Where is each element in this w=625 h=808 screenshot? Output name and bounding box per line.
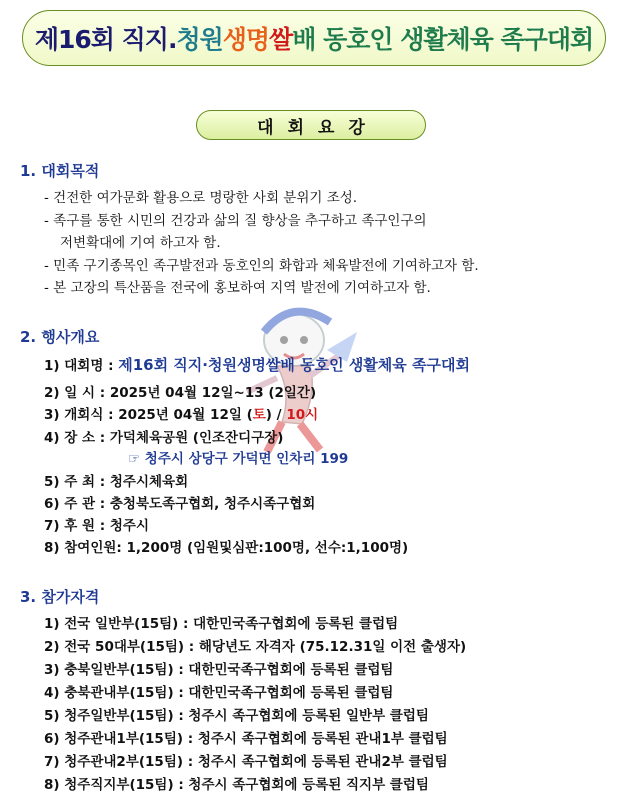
purpose-line-3: 저변확대에 기여 하고자 함.	[60, 235, 221, 251]
opening-time: 10시	[286, 407, 319, 423]
participants-row	[44, 536, 408, 556]
event-name-value: 제16회 직지·청원생명쌀배 동호인 생활체육 족구대회	[118, 356, 470, 374]
eligibility-item-3: 3) 충북일반부(15팀) : 대한민국족구협회에 등록된 클럽팀	[44, 662, 394, 678]
sponsor-label: 7) 후 원 :	[44, 518, 106, 534]
organizer-label: 6) 주 관 :	[44, 496, 106, 512]
title-part-3: 생명	[222, 25, 270, 54]
purpose-line-2: - 족구를 통한 시민의 건강과 삶의 질 향상을 추구하고 족구인구의	[44, 213, 427, 229]
eligibility-item-8: 8) 청주직지부(15팀) : 청주시 족구협회에 등록된 직지부 클럽팀	[44, 777, 429, 793]
event-date-label: 2) 일 시 :	[44, 385, 106, 401]
organizer-row	[44, 492, 315, 512]
opening-row	[44, 403, 318, 423]
host-label: 5) 주 최 :	[44, 474, 106, 490]
sponsor-value: 청주시	[109, 518, 149, 534]
purpose-line-4: - 민족 구기종목인 족구발전과 동호인의 화합과 체육발전에 기여하고자 함.	[44, 258, 479, 274]
title-part-5: 배 동호인 생활체육 족구대회	[292, 25, 594, 54]
title-part-2: 청원	[176, 25, 223, 54]
eligibility-item-4: 4) 충북관내부(15팀) : 대한민국족구협회에 등록된 클럽팀	[44, 685, 394, 701]
host-row	[44, 470, 188, 490]
eligibility-item-2: 2) 전국 50대부(15팀) : 해당년도 자격자 (75.12.31일 이전 출생자)	[44, 639, 467, 655]
event-date-value: 2025년 04월 12일~13 (2일간)	[109, 385, 317, 401]
organizer-value: 충청북도족구협회, 청주시족구협회	[109, 496, 316, 512]
opening-sep: ) /	[265, 407, 282, 423]
opening-day: 토	[252, 407, 266, 423]
eligibility-item-7: 7) 청주관내2부(15팀) : 청주시 족구협회에 등록된 관내2부 클럽팀	[44, 754, 448, 770]
section-3-heading: 3. 참가자격	[20, 588, 100, 606]
section-2-heading: 2. 행사개요	[20, 328, 100, 346]
host-value: 청주시체육회	[109, 474, 189, 490]
section-1-heading: 1. 대회목적	[20, 162, 100, 180]
title-banner	[22, 10, 606, 66]
purpose-line-1: - 건전한 여가문화 활용으로 명랑한 사회 분위기 조성.	[44, 190, 358, 206]
event-name-row	[44, 354, 470, 375]
event-name-label: 1) 대회명 :	[44, 358, 114, 374]
venue-label: 4) 장 소 :	[44, 430, 106, 446]
sponsor-row	[44, 514, 149, 534]
venue-address: ☞ 청주시 상당구 가덕면 인차리 199	[128, 451, 349, 467]
title-part-1: 제16회 직지.	[34, 25, 177, 54]
participants-label: 8) 참여인원:	[44, 540, 122, 556]
title-part-4: 쌀	[269, 25, 293, 54]
eligibility-item-1: 1) 전국 일반부(15팀) : 대한민국족구협회에 등록된 클럽팀	[44, 616, 399, 632]
opening-date: 2025년 04월 12일 (	[118, 407, 253, 423]
eligibility-item-6: 6) 청주관내1부(15팀) : 청주시 족구협회에 등록된 관내1부 클럽팀	[44, 731, 448, 747]
opening-label: 3) 개회식 :	[44, 407, 114, 423]
event-date-row	[44, 381, 316, 401]
eligibility-item-5: 5) 청주일반부(15팀) : 청주시 족구협회에 등록된 일반부 클럽팀	[44, 708, 429, 724]
purpose-line-5: - 본 고장의 특산품을 전국에 홍보하여 지역 발전에 기여하고자 함.	[44, 280, 431, 296]
venue-row	[44, 426, 283, 446]
summary-label: 대회요강	[196, 110, 426, 140]
venue-value: 가덕체육공원 (인조잔디구장)	[109, 430, 284, 446]
participants-value: 1,200명 (임원및심판:100명, 선수:1,100명)	[126, 540, 409, 556]
